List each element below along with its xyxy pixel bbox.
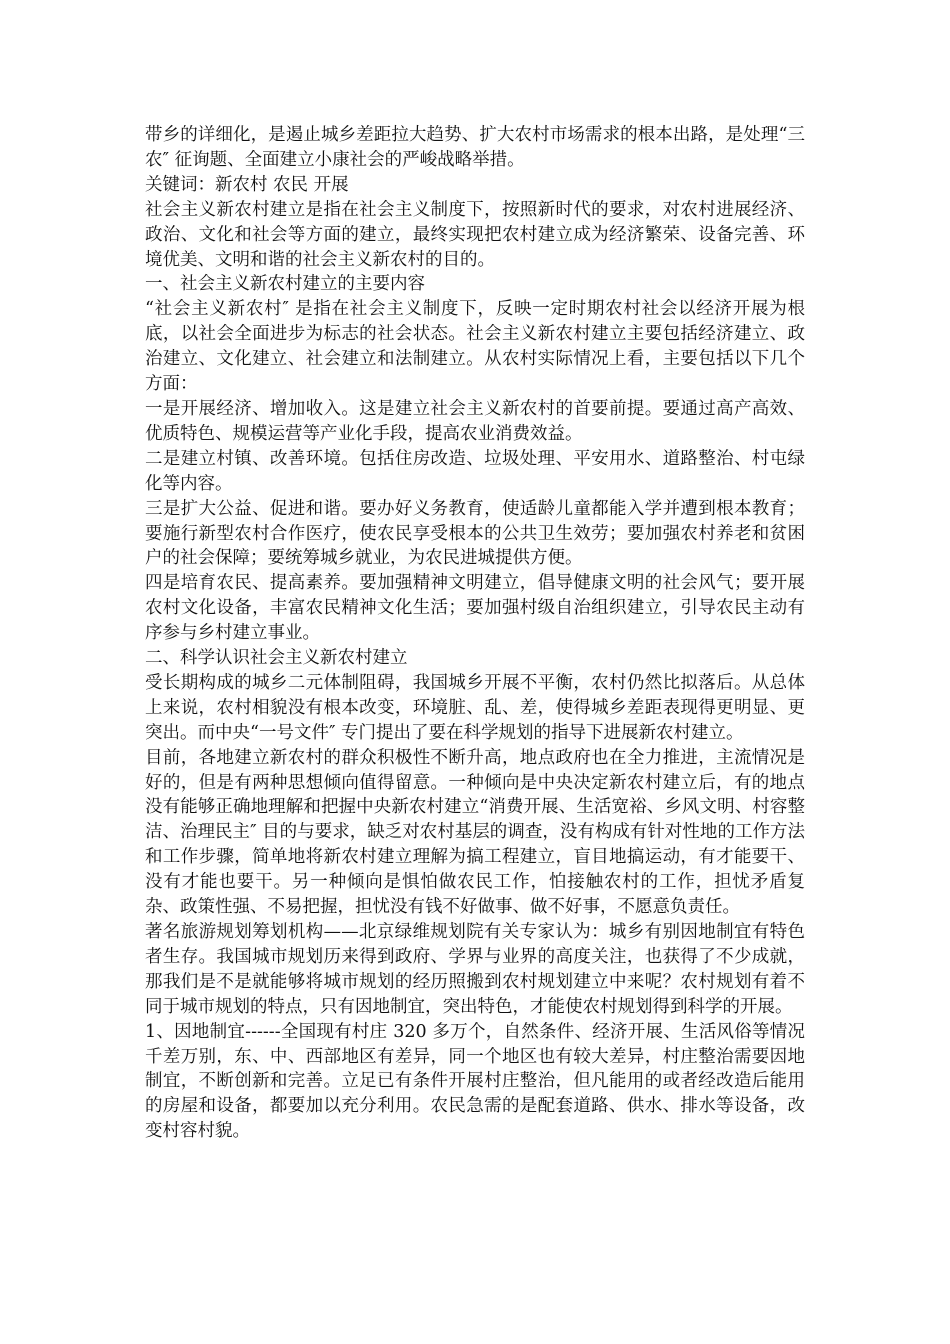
concept-paragraph: “社会主义新农村″ 是指在社会主义制度下，反映一定时期农村社会以经济开展为根底，以社会全面进步为标志的社会状态。社会主义新农村建立主要包括经济建立、政治建立、文化建立、社会建立和法制建立。从农村实际情况上看，主要包括以下几个方面： [145, 299, 805, 395]
intro-paragraph: 带乡的详细化，是遏止城乡差距拉大趋势、扩大农村市场需求的根本出路，是处理“三农″ 征询题、全面建立小康社会的严峻战略举措。 [145, 125, 805, 170]
tendencies-paragraph: 目前，各地建立新农村的群众积极性不断升高，地点政府也在全力推进，主流情况是好的，但是有两种思想倾向值得留意。一种倾向是中央决定新农村建立后，有的地点没有能够正确地理解和把握中央新农村建立“消费开展、生活宽裕、乡风文明、村容整洁、治理民主″ 目的与要求，缺乏对农村基层的调查，没有构成有针对性地的工作方法和工作步骤，简单地将新农村建立理解为搞工程建立，盲目地搞运动，有才能要干、没有才能也要干。另一种倾向是惧怕做农民工作，怕接触农村的工作，担忧矛盾复杂、政策性强、不易把握，担忧没有钱不好做事、做不好事，不愿意负责任。 [145, 747, 805, 918]
keywords-line: 关键词：新农村 农民 开展 [145, 174, 349, 195]
section-heading-1: 一、社会主义新农村建立的主要内容 [145, 274, 425, 295]
adapt-local-paragraph: 1、因地制宜------全国现有村庄 320 多万个，自然条件、经济开展、生活风俗等情况千差万别，东、中、西部地区有差异，同一个地区也有较大差异，村庄整治需要因地制宜，不断创新和完善。立足已有条件开展村庄整治，但凡能用的或者经改造后能用的房屋和设备，都要加以充分利用。农民急需的是配套道路、供水、排水等设备，改变村容村貌。 [145, 1021, 805, 1142]
list-item-farmers: 四是培育农民、提高素养。要加强精神文明建立，倡导健康文明的社会风气；要开展农村文化设备，丰富农民精神文化生活；要加强村级自治组织建立，引导农民主动有序参与乡村建立事业。 [145, 573, 805, 644]
section-heading-2: 二、科学认识社会主义新农村建立 [145, 648, 408, 669]
list-item-welfare: 三是扩大公益、促进和谐。要办好义务教育，使适龄儿童都能入学并遭到根本教育；要施行新型农村合作医疗，使农民享受根本的公共卫生效劳；要加强农村养老和贫困户的社会保障；要统筹城乡就业，为农民进城提供方便。 [145, 498, 805, 569]
background-paragraph: 受长期构成的城乡二元体制阻碍，我国城乡开展不平衡，农村仍然比拟落后。从总体上来说，农村相貌没有根本改变，环境脏、乱、差，使得城乡差距表现得更明显、更突出。而中央“一号文件″ 专门提出了要在科学规划的指导下进展新农村建立。 [145, 672, 805, 743]
definition-paragraph: 社会主义新农村建立是指在社会主义制度下，按照新时代的要求，对农村进展经济、政治、文化和社会等方面的建立，最终实现把农村建立成为经济繁荣、设备完善、环境优美、文明和谐的社会主义新农村的目的。 [145, 199, 805, 270]
expert-paragraph: 著名旅游规划筹划机构——北京绿维规划院有关专家认为：城乡有别因地制宜有特色者生存。我国城市规划历来得到政府、学界与业界的高度关注，也获得了不少成就，那我们是不是就能够将城市规划的经历照搬到农村规划建立中来呢？农村规划有着不同于城市规划的特点，只有因地制宜，突出特色，才能使农村规划得到科学的开展。 [145, 922, 805, 1017]
list-item-economy: 一是开展经济、增加收入。这是建立社会主义新农村的首要前提。要通过高产高效、优质特色、规模运营等产业化手段，提高农业消费效益。 [145, 398, 805, 444]
document-body [145, 123, 805, 1144]
list-item-village: 二是建立村镇、改善环境。包括住房改造、垃圾处理、平安用水、道路整治、村屯绿化等内容。 [145, 448, 805, 494]
